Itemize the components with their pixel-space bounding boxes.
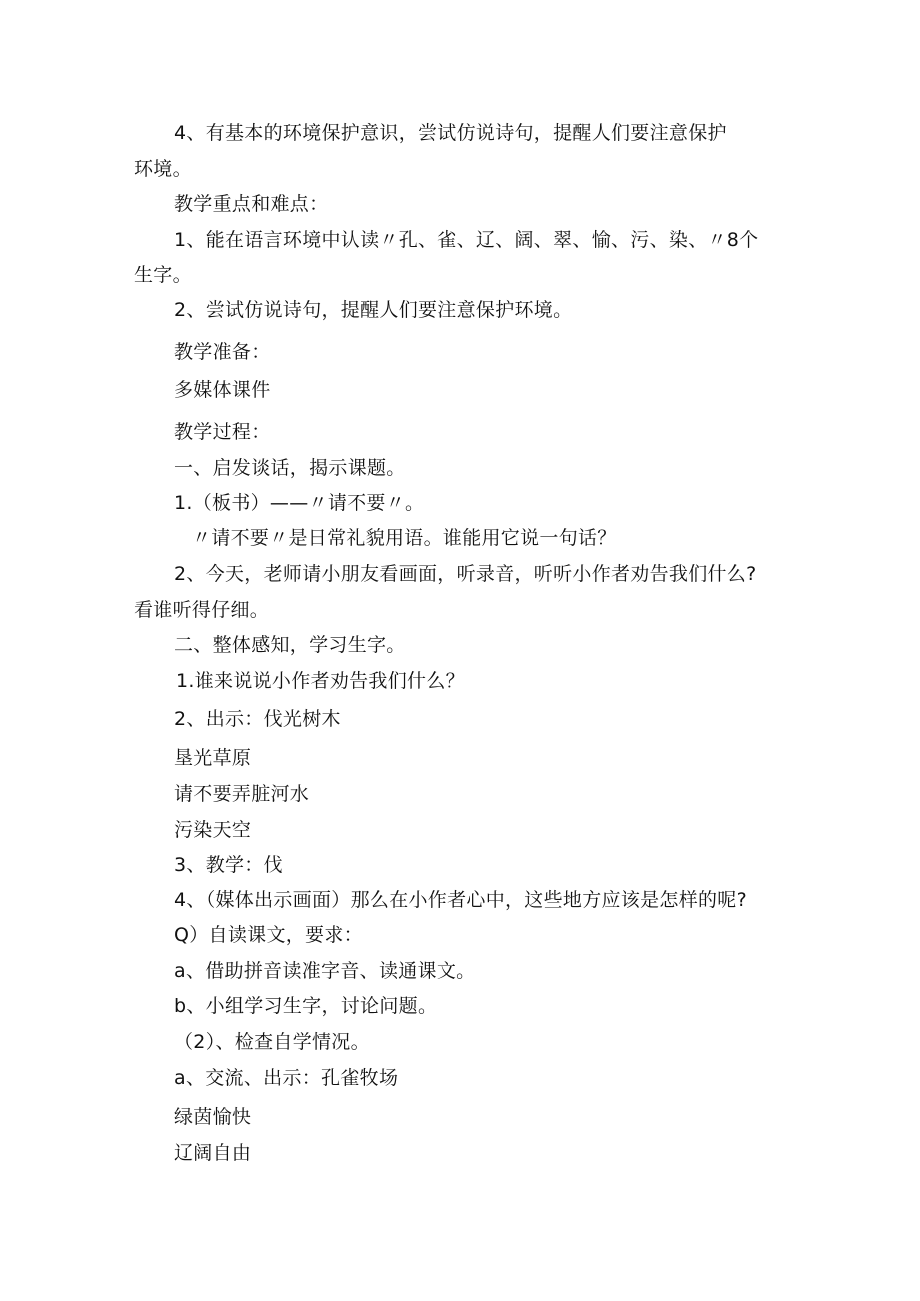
text-line: a、交流、出示：孔雀牧场 (174, 1067, 399, 1089)
section-heading: 教学准备： (174, 341, 271, 363)
text-line: 垦光草原 (174, 747, 252, 769)
text-line: 请不要弄脏河水 (174, 783, 310, 805)
section-heading: 教学重点和难点： (174, 193, 329, 215)
text-line: 1.（板书）——〃请不要〃。 (174, 492, 425, 514)
text-line: 多媒体课件 (174, 379, 271, 401)
section-heading: 教学过程： (174, 421, 271, 443)
text-line: 2、尝试仿说诗句，提醒人们要注意保护环境。 (174, 299, 573, 321)
text-line: 辽阔自由 (174, 1142, 252, 1164)
text-line: b、小组学习生字，讨论问题。 (174, 995, 438, 1017)
text-line: 绿茵愉快 (174, 1106, 252, 1128)
text-line: 4、（媒体出示画面）那么在小作者心中，这些地方应该是怎样的呢? (174, 889, 747, 911)
text-line: 2、出示：伐光树木 (174, 708, 341, 730)
text-line: 1.谁来说说小作者劝告我们什么？ (176, 670, 465, 692)
text-line: 环境。 (134, 158, 192, 180)
text-line: 4、有基本的环境保护意识，尝试仿说诗句，提醒人们要注意保护 (174, 122, 727, 144)
text-line: 二、整体感知，学习生字。 (174, 634, 406, 656)
text-line: a、借助拼音读准字音、读通课文。 (174, 960, 476, 982)
text-line: 〃请不要〃是日常礼貌用语。谁能用它说一句话？ (192, 527, 617, 549)
text-line: 2、今天，老师请小朋友看画面，听录音，听听小作者劝告我们什么? (174, 563, 757, 585)
text-line: （2）、检查自学情况。 (174, 1031, 370, 1053)
text-line: 1、能在语言环境中认读〃孔、雀、辽、阔、翠、愉、污、染、〃8个 (174, 229, 759, 251)
text-line: 一、启发谈话，揭示课题。 (174, 457, 406, 479)
text-line: Q）自读课文，要求： (174, 924, 363, 946)
text-line: 看谁听得仔细。 (134, 599, 270, 621)
text-line: 污染天空 (174, 819, 252, 841)
text-line: 生字。 (134, 264, 192, 286)
text-line: 3、教学：伐 (174, 854, 283, 876)
